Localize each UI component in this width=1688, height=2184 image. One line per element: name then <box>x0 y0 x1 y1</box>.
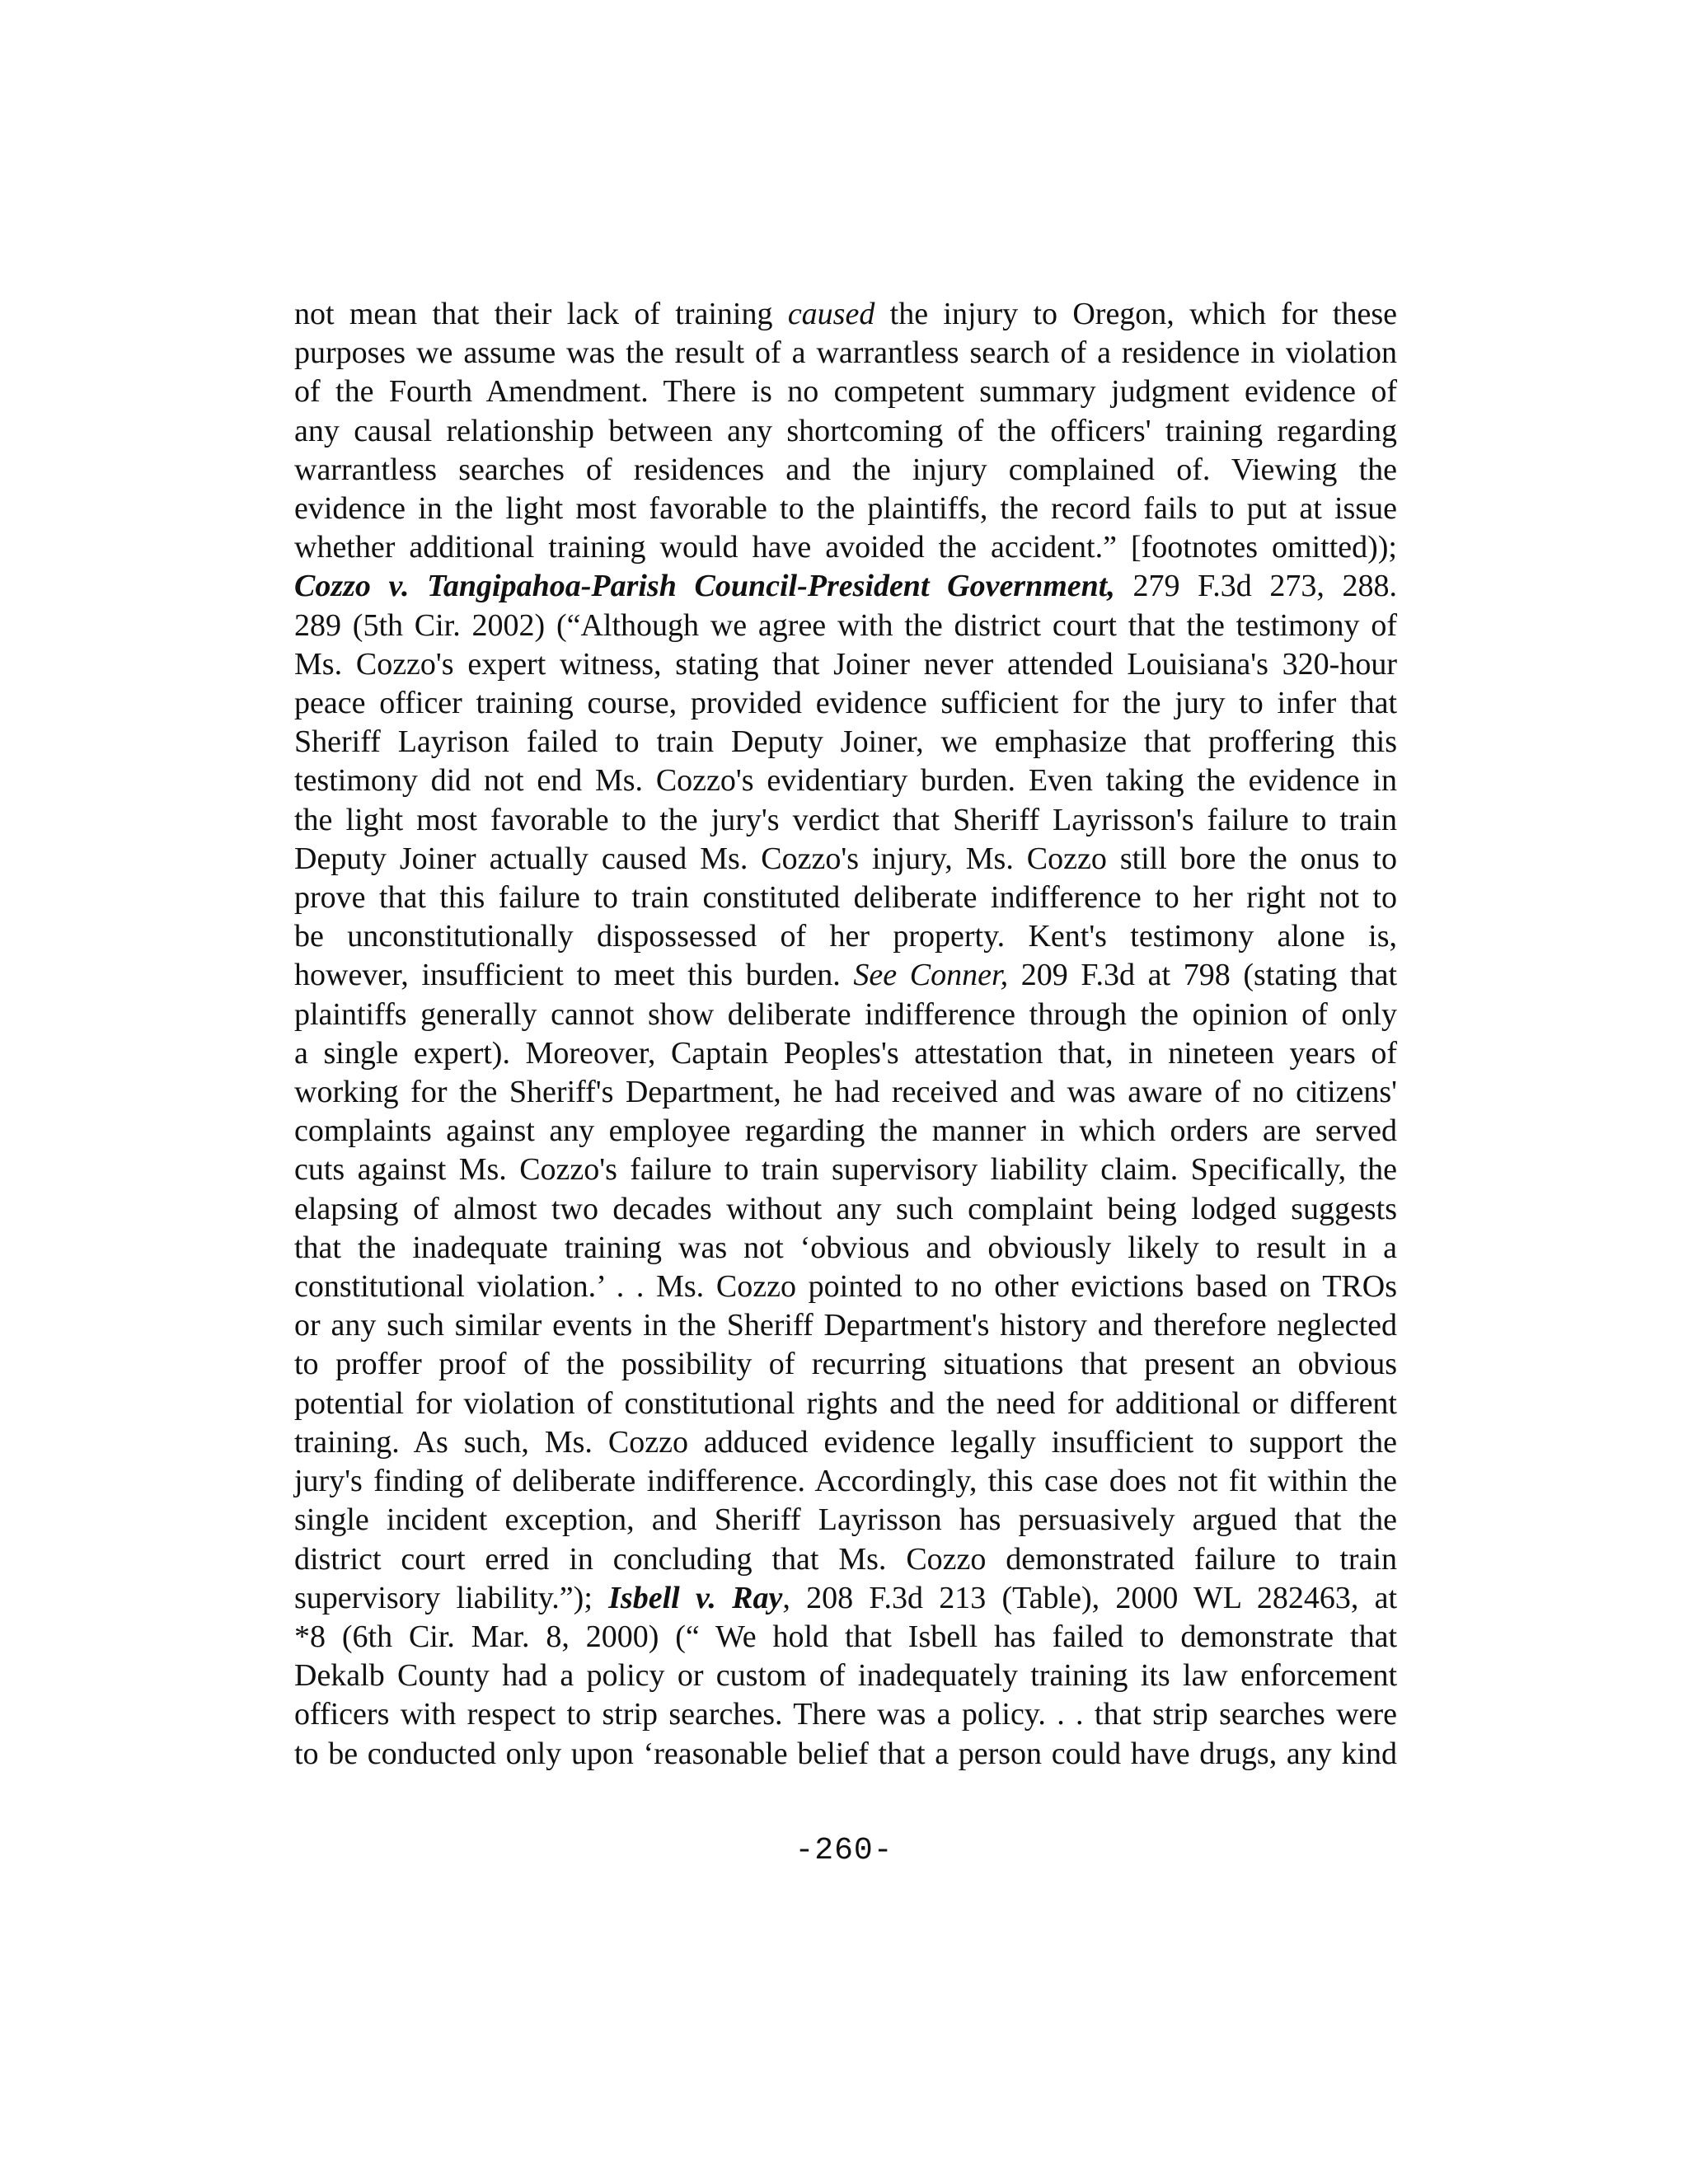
page-number: -260- <box>795 1833 893 1868</box>
text-run: warrantless searches of residences and the injury complained of. Viewing the <box>294 452 1397 487</box>
text-run: testimony did not end Ms. Cozzo's evidentiary burden. Even taking the evidence in <box>294 763 1397 799</box>
case-name: Isbell v. Ray <box>608 1580 783 1615</box>
text-line <box>294 917 1397 956</box>
text-run: however, insufficient to meet this burden. <box>294 958 854 993</box>
text-line <box>294 295 1397 334</box>
case-name: Cozzo v. Tangipahoa-Parish Council-President Government, <box>294 569 1115 604</box>
text-line <box>294 1695 1397 1734</box>
text-run: single incident exception, and Sheriff Layrisson has persuasively argued that the <box>294 1502 1397 1538</box>
text-line <box>294 1345 1397 1384</box>
text-line <box>294 451 1397 490</box>
text-run: a single expert). Moreover, Captain Peoples's attestation that, in nineteen years of <box>294 1035 1397 1071</box>
text-line <box>294 879 1397 917</box>
text-line <box>294 1190 1397 1229</box>
text-run: cuts against Ms. Cozzo's failure to train supervisory liability claim. Specifically, the <box>294 1152 1397 1188</box>
text-line <box>294 1579 1397 1618</box>
italic-text: See Conner, <box>853 958 1009 993</box>
text-line <box>294 334 1397 373</box>
text-line <box>294 567 1397 606</box>
text-run: Ms. Cozzo's expert witness, stating that Joiner never attended Louisiana's 320-hour <box>294 646 1397 682</box>
text-run: working for the Sheriff's Department, he had received and was aware of no citizens' <box>294 1075 1397 1110</box>
italic-text: caused <box>787 297 875 331</box>
text-run: Deputy Joiner actually caused Ms. Cozzo's injury, Ms. Cozzo still bore the onus to <box>294 841 1397 876</box>
text-line <box>294 801 1397 840</box>
text-run: be unconstitutionally dispossessed of her property. Kent's testimony alone is, <box>294 919 1397 954</box>
text-run: elapsing of almost two decades without any such complaint being lodged suggests <box>294 1191 1397 1226</box>
text-line <box>294 762 1397 800</box>
text-line <box>294 1618 1397 1657</box>
text-run: complaints against any employee regarding the manner in which orders are served <box>294 1113 1397 1149</box>
text-run: to be conducted only upon ‘reasonable belief that a person could have drugs, any kind <box>294 1736 1397 1771</box>
text-line <box>294 412 1397 451</box>
text-line <box>294 1151 1397 1189</box>
text-run: or any such similar events in the Sheriff Department's history and therefore neglected <box>294 1308 1397 1343</box>
text-line <box>294 645 1397 684</box>
text-run: supervisory liability.”); <box>294 1580 609 1615</box>
text-line <box>294 373 1397 411</box>
text-run: jury's finding of deliberate indifference. Accordingly, this case does not fit within the <box>294 1464 1397 1499</box>
text-line <box>294 1657 1397 1695</box>
text-run: district court erred in concluding that Ms. Cozzo demonstrated failure to train <box>294 1541 1397 1577</box>
text-run: training. As such, Ms. Cozzo adduced evidence legally insufficient to support the <box>294 1424 1397 1460</box>
text-run: , 208 F.3d 213 (Table), 2000 WL 282463, at <box>782 1580 1398 1615</box>
text-line <box>294 1112 1397 1151</box>
text-line <box>294 840 1397 879</box>
text-line <box>294 1423 1397 1462</box>
text-run: 209 F.3d at 798 (stating that <box>1008 958 1397 993</box>
text-line <box>294 607 1397 645</box>
text-line <box>294 996 1397 1034</box>
text-run: Sheriff Layrison failed to train Deputy Joiner, we emphasize that proffering this <box>294 724 1397 760</box>
text-run: plaintiffs generally cannot show deliberate indifference through the opinion of only <box>294 996 1397 1032</box>
text-run: potential for violation of constitutional rights and the need for additional or different <box>294 1385 1397 1421</box>
text-run: officers with respect to strip searches. There was a policy. . . that strip searches were <box>294 1697 1397 1732</box>
text-run: purposes we assume was the result of a warrantless search of a residence in violation <box>294 335 1397 371</box>
text-run: the injury to Oregon, which for these <box>874 297 1398 331</box>
text-line <box>294 1073 1397 1112</box>
text-run: not mean that their lack of training <box>294 297 788 331</box>
text-run: to proffer proof of the possibility of recurring situations that present an obvious <box>294 1347 1397 1382</box>
text-line <box>294 723 1397 762</box>
text-line <box>294 1306 1397 1345</box>
text-line <box>294 1229 1397 1268</box>
text-run: the light most favorable to the jury's verdict that Sheriff Layrisson's failure to train <box>294 802 1397 837</box>
body-text <box>294 295 1397 1774</box>
text-run: any causal relationship between any shortcoming of the officers' training regarding <box>294 413 1397 448</box>
text-line <box>294 1501 1397 1540</box>
text-line <box>294 1735 1397 1774</box>
text-run: evidence in the light most favorable to the plaintiffs, the record fails to put at issue <box>294 491 1397 527</box>
text-run: *8 (6th Cir. Mar. 8, 2000) (“ We hold that Isbell has failed to demonstrate that <box>294 1619 1397 1654</box>
text-run: 279 F.3d 273, 288. <box>1114 569 1398 604</box>
text-run: constitutional violation.’ . . Ms. Cozzo pointed to no other evictions based on TROs <box>294 1269 1397 1305</box>
text-run: that the inadequate training was not ‘obvious and obviously likely to result in a <box>294 1230 1397 1265</box>
text-run: whether additional training would have avoided the accident.” [footnotes omitted)); <box>294 530 1397 565</box>
text-run: of the Fourth Amendment. There is no competent summary judgment evidence of <box>294 374 1397 410</box>
text-line <box>294 1462 1397 1501</box>
text-run: prove that this failure to train constituted deliberate indifference to her right not to <box>294 880 1397 916</box>
text-run: 289 (5th Cir. 2002) (“Although we agree with the district court that the testimony of <box>294 607 1397 643</box>
text-run: Dekalb County had a policy or custom of inadequately training its law enforcement <box>294 1658 1397 1694</box>
text-run: peace officer training course, provided evidence sufficient for the jury to infer that <box>294 686 1397 721</box>
text-line <box>294 1540 1397 1579</box>
text-line <box>294 1034 1397 1073</box>
text-line <box>294 684 1397 723</box>
text-line <box>294 490 1397 528</box>
text-line <box>294 528 1397 567</box>
text-line <box>294 1385 1397 1423</box>
text-line <box>294 1268 1397 1306</box>
text-line <box>294 956 1397 995</box>
